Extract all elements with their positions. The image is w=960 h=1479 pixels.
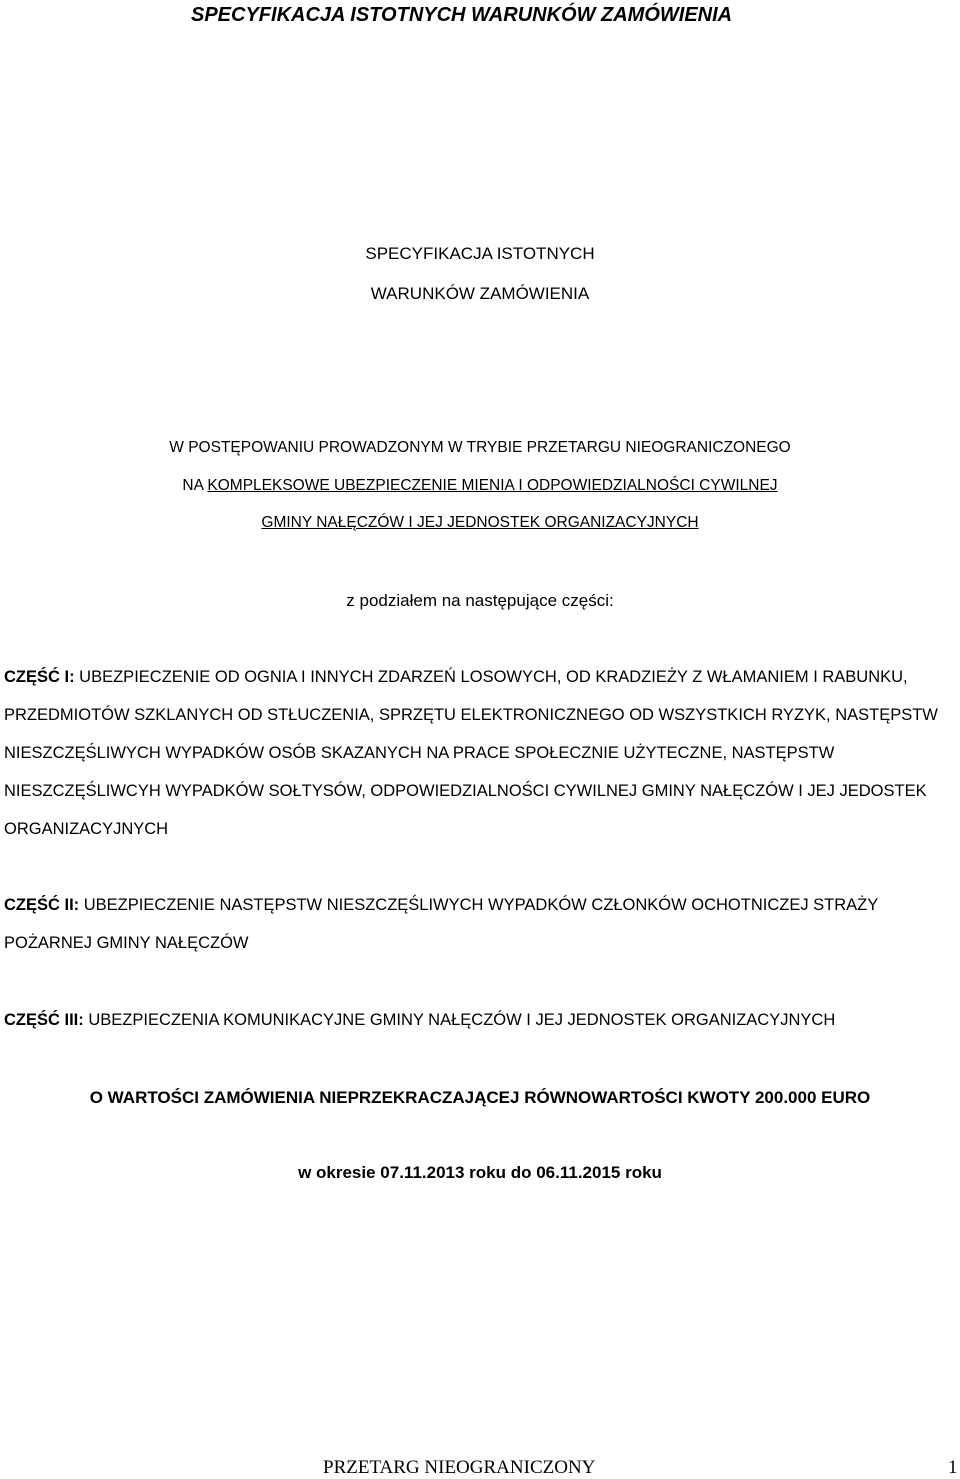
part-3-text-1: UBEZPIECZENIA KOMUNIKACYJNE GMINY NAŁĘCZÓW I JEJ JEDNOSTEK ORGANIZACYJNYCH <box>83 1011 836 1029</box>
subject-line-2-underlined: KOMPLEKSOWE UBEZPIECZENIE MIENIA I ODPOWIEDZIALNOŚCI CYWILNEJ <box>207 477 778 494</box>
page-number: 1 <box>948 1457 958 1478</box>
title-line-1: SPECYFIKACJA ISTOTNYCH <box>365 244 595 263</box>
part-1-line-4: NIESZCZĘŚLIWCYH WYPADKÓW SOŁTYSÓW, ODPOWIEDZIALNOŚCI CYWILNEJ GMINY NAŁĘCZÓW I JEJ JEDOSTEK <box>4 782 927 800</box>
part-1-text-1: UBEZPIECZENIE OD OGNIA I INNYCH ZDARZEŃ LOSOWYCH, OD KRADZIEŻY Z WŁAMANIEM I RABUNKU, <box>74 668 908 686</box>
part-1-line-3: NIESZCZĘŚLIWYCH WYPADKÓW OSÓB SKAZANYCH NA PRACE SPOŁECZNIE UŻYTECZNE, NASTĘPSTW <box>4 744 835 762</box>
part-2-text-1: UBEZPIECZENIE NASTĘPSTW NIESZCZĘŚLIWYCH WYPADKÓW CZŁONKÓW OCHOTNICZEJ STRAŻY <box>79 896 879 914</box>
footer-text: PRZETARG NIEOGRANICZONY <box>323 1457 596 1478</box>
part-3-line-1 <box>4 1011 835 1030</box>
part-1-line-1 <box>4 668 908 687</box>
part-2-line-1 <box>4 896 878 915</box>
part-1-line-2: PRZEDMIOTÓW SZKLANYCH OD STŁUCZENIA, SPRZĘTU ELEKTRONICZNEGO OD WSZYSTKICH RYZYK, NASTĘPSTW <box>4 706 938 724</box>
part-3-label: CZĘŚĆ III: <box>4 1011 84 1029</box>
subject-line-3: GMINY NAŁĘCZÓW I JEJ JEDNOSTEK ORGANIZACYJNYCH <box>261 514 699 531</box>
part-1-label: CZĘŚĆ I: <box>4 668 75 686</box>
value-line: O WARTOŚCI ZAMÓWIENIA NIEPRZEKRACZAJĄCEJ RÓWNOWARTOŚCI KWOTY 200.000 EURO <box>89 1088 871 1107</box>
part-2-label: CZĘŚĆ II: <box>4 896 80 914</box>
subject-line-2 <box>0 477 960 495</box>
division-intro: z podziałem na następujące części: <box>346 591 614 610</box>
part-2-line-2: POŻARNEJ GMINY NAŁĘCZÓW <box>4 934 249 952</box>
title-line-2: WARUNKÓW ZAMÓWIENIA <box>370 284 590 303</box>
subject-line-1: W POSTĘPOWANIU PROWADZONYM W TRYBIE PRZETARGU NIEOGRANICZONEGO <box>169 439 791 456</box>
subject-line-2-prefix: NA <box>182 477 208 494</box>
part-1-line-5: ORGANIZACYJNYCH <box>4 820 169 838</box>
period-line: w okresie 07.11.2013 roku do 06.11.2015 roku <box>298 1163 662 1182</box>
header-title: SPECYFIKACJA ISTOTNYCH WARUNKÓW ZAMÓWIENIA <box>191 4 733 26</box>
